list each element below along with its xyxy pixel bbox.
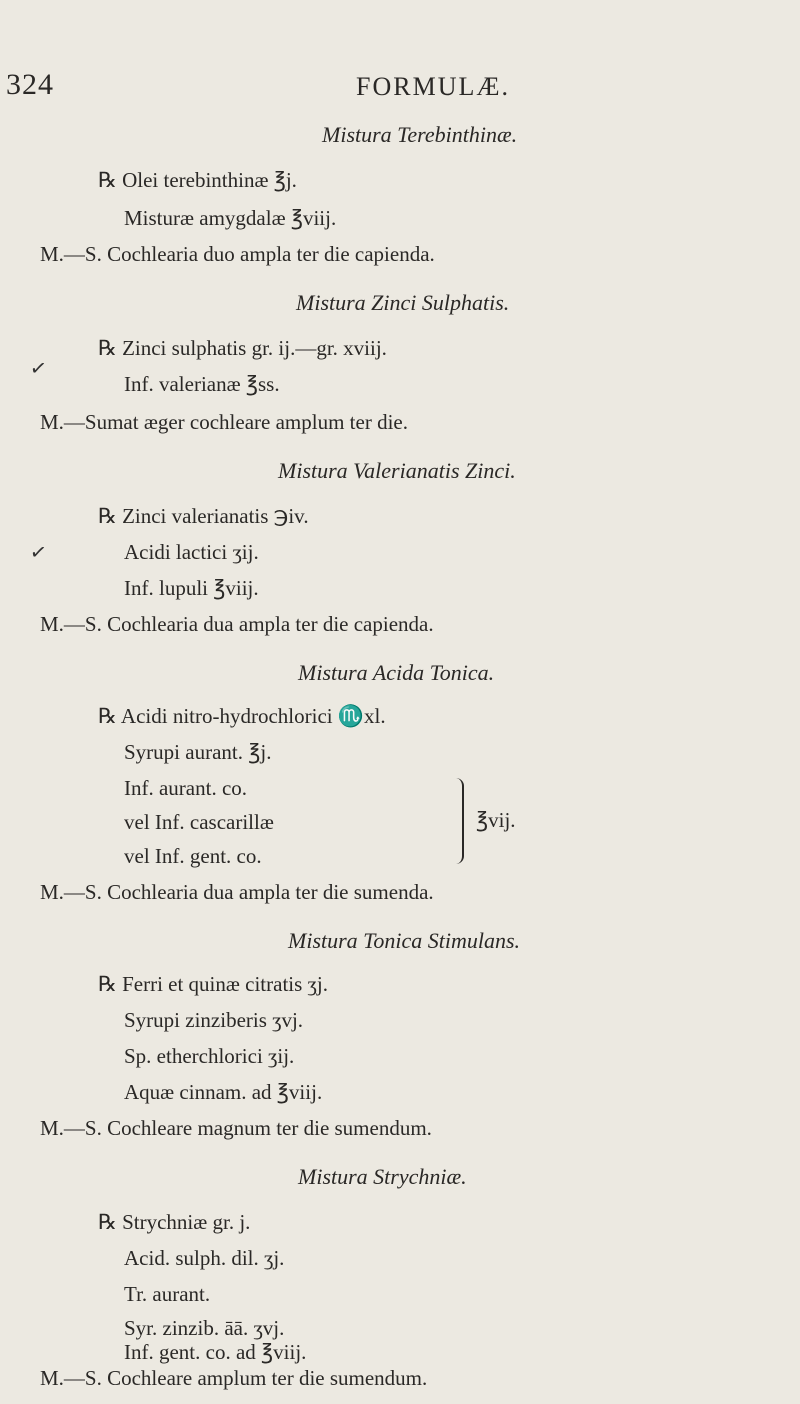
recipe-line: Acidi lactici ʒij.: [124, 540, 259, 564]
recipe-line: Inf. gent. co. ad ℥viij.: [124, 1340, 307, 1364]
recipe-line: Aquæ cinnam. ad ℥viij.: [124, 1080, 323, 1104]
recipe-directions: M.—S. Cochleare amplum ter die sumendum.: [40, 1366, 428, 1390]
recipe-line: Acid. sulph. dil. ʒj.: [124, 1246, 285, 1270]
recipe-directions: M.—S. Cochleare magnum ter die sumendum.: [40, 1116, 432, 1140]
recipe-line: Syr. zinzib. āā. ʒvj.: [124, 1316, 285, 1340]
recipe-line: Inf. aurant. co.: [124, 776, 248, 800]
recipe-title: Mistura Acida Tonica.: [298, 660, 495, 685]
recipe-title: Mistura Strychniæ.: [298, 1164, 467, 1189]
recipe-line: Syrupi zinziberis ʒvj.: [124, 1008, 304, 1032]
recipe-line: Sp. etherchlorici ʒij.: [124, 1044, 295, 1068]
page-header: [0, 68, 800, 108]
handwritten-tick-mark: ✓: [28, 354, 49, 382]
recipe-line: ℞ Ferri et quinæ citratis ʒj.: [98, 972, 328, 996]
recipe-line: Misturæ amygdalæ ℥viij.: [124, 206, 337, 230]
recipe-line: Syrupi aurant. ℥j.: [124, 740, 272, 764]
recipe-line: ℞ Strychniæ gr. j.: [98, 1210, 251, 1234]
recipe-title: Mistura Zinci Sulphatis.: [296, 290, 510, 315]
recipe-directions: M.—S. Cochlearia dua ampla ter die sumenda.: [40, 880, 434, 904]
recipe-line: Tr. aurant.: [124, 1282, 211, 1306]
recipe-directions: M.—S. Cochlearia dua ampla ter die capienda.: [40, 612, 434, 636]
grouping-brace: [452, 778, 464, 864]
recipe-line: Inf. lupuli ℥viij.: [124, 576, 259, 600]
grouped-quantity: ℥vij.: [476, 808, 516, 832]
recipe-title: Mistura Tonica Stimulans.: [288, 928, 521, 953]
recipe-line: vel Inf. gent. co.: [124, 844, 262, 868]
handwritten-tick-mark: ✓: [28, 538, 49, 566]
page-number: 324: [6, 68, 54, 101]
recipe-line: ℞ Acidi nitro-hydrochlorici ♏xl.: [98, 704, 386, 728]
recipe-line: Inf. valerianæ ℥ss.: [124, 372, 280, 396]
recipe-line: ℞ Olei terebinthinæ ℥j.: [98, 168, 297, 192]
recipe-title: Mistura Valerianatis Zinci.: [278, 458, 516, 483]
recipe-line: vel Inf. cascarillæ: [124, 810, 274, 834]
recipe-directions: M.—S. Cochlearia duo ampla ter die capienda.: [40, 242, 435, 266]
recipe-directions: M.—Sumat æger cochleare amplum ter die.: [40, 410, 408, 434]
recipe-line: ℞ Zinci sulphatis gr. ij.—gr. xviij.: [98, 336, 387, 360]
running-head: FORMULÆ.: [356, 72, 510, 101]
recipe-line: ℞ Zinci valerianatis ℈iv.: [98, 504, 309, 528]
recipe-title: Mistura Terebinthinæ.: [322, 122, 518, 147]
